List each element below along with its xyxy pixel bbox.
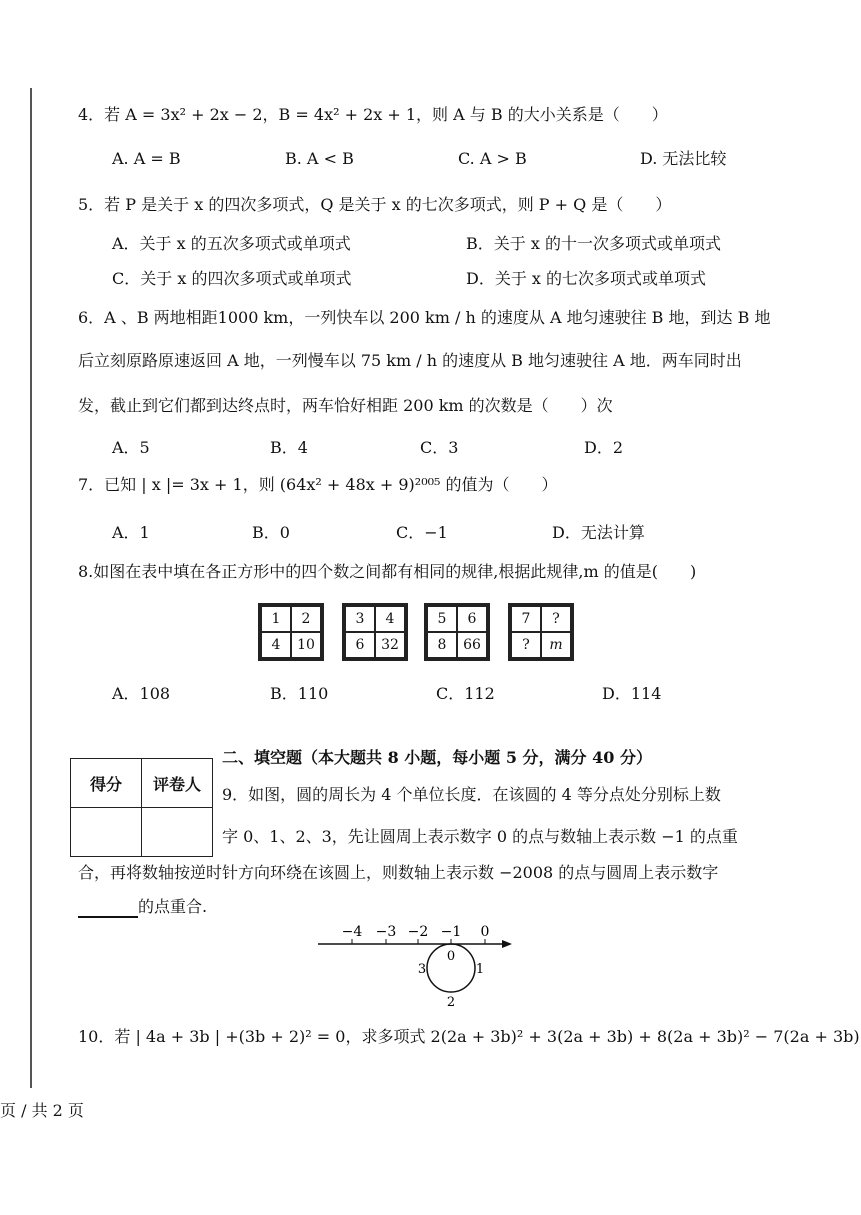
q6-option-a: A．5: [112, 438, 150, 457]
q6-option-b: B．4: [270, 438, 308, 457]
answer-blank: [78, 900, 138, 918]
arrow-head-icon: [502, 940, 512, 948]
grid-1-cell: 4: [262, 633, 290, 657]
grader-header: 评卷人: [142, 759, 213, 808]
q7-option-c: C．−1: [396, 523, 448, 542]
tick-label: −4: [341, 924, 363, 940]
q7-option-d: D．无法计算: [552, 523, 645, 542]
grid-1-cell: 1: [262, 607, 290, 631]
binding-margin-line: [30, 88, 32, 1088]
grid-4-cell: 7: [512, 607, 540, 631]
number-grid-4: [508, 603, 574, 661]
tick-label: −1: [440, 924, 462, 940]
page-footer: 页 / 共 2 页: [0, 1101, 84, 1120]
question-9-line-4: [78, 896, 207, 918]
q4-option-b: B. A < B: [285, 149, 354, 168]
circle-label-0: 0: [446, 949, 456, 964]
question-5-stem: 5．若 P 是关于 x 的四次多项式，Q 是关于 x 的七次多项式，则 P + Q 是（ ）: [78, 195, 672, 214]
score-header: 得分: [71, 759, 142, 808]
q8-option-a: A．108: [112, 684, 171, 703]
circle-label-2: 2: [446, 995, 456, 1010]
question-6-line-1: 6．A 、B 两地相距1000 km，一列快车以 200 km / h 的速度从 A 地匀速驶往 B 地，到达 B 地: [78, 308, 771, 327]
section-2-title: 二、填空题（本大题共 8 小题，每小题 5 分，满分 40 分）: [222, 748, 652, 767]
grid-2-cell: 3: [346, 607, 374, 631]
question-4-stem: 4．若 A = 3x² + 2x − 2，B = 4x² + 2x + 1，则 A 与 B 的大小关系是（ ）: [78, 105, 668, 124]
question-9-line-1: 9．如图，圆的周长为 4 个单位长度．在该圆的 4 等分点处分别标上数: [222, 785, 721, 804]
circle-label-1: 1: [475, 962, 485, 977]
q5-option-c: C．关于 x 的四次多项式或单项式: [112, 269, 352, 288]
question-8-stem: 8.如图在表中填在各正方形中的四个数之间都有相同的规律,根据此规律,m 的值是( ): [78, 562, 697, 581]
question-6-line-2: 后立刻原路原速返回 A 地，一列慢车以 75 km / h 的速度从 B 地匀速驶往 A 地．两车同时出: [78, 351, 742, 370]
score-table: [70, 758, 213, 857]
q8-option-d: D．114: [602, 684, 662, 703]
grid-2-cell: 32: [376, 633, 404, 657]
tick-label: −2: [407, 924, 429, 940]
q7-option-b: B．0: [252, 523, 290, 542]
circle-label-3: 3: [417, 962, 427, 977]
q8-option-c: C．112: [436, 684, 495, 703]
grid-2-cell: 4: [376, 607, 404, 631]
grid-3-cell: 5: [428, 607, 456, 631]
grid-3-cell: 8: [428, 633, 456, 657]
number-line-circle-diagram: [310, 920, 520, 1010]
q5-option-d: D．关于 x 的七次多项式或单项式: [466, 269, 707, 288]
grid-3-cell: 6: [458, 607, 486, 631]
grid-1-cell: 2: [292, 607, 320, 631]
grid-4-cell: m: [542, 633, 570, 657]
q7-option-a: A．1: [112, 523, 150, 542]
q5-option-b: B．关于 x 的十一次多项式或单项式: [466, 234, 721, 253]
grid-2-cell: 6: [346, 633, 374, 657]
number-grid-3: [424, 603, 490, 661]
q8-option-b: B．110: [270, 684, 329, 703]
number-grid-1: [258, 603, 324, 661]
grid-4-cell: ?: [542, 607, 570, 631]
grid-3-cell: 66: [458, 633, 486, 657]
tick-label: 0: [480, 924, 490, 940]
question-9-tail: 的点重合.: [138, 897, 208, 916]
tick-label: −3: [375, 924, 397, 940]
grader-cell: [142, 808, 213, 857]
number-grid-2: [342, 603, 408, 661]
grid-1-cell: 10: [292, 633, 320, 657]
question-9-line-3: 合，再将数轴按逆时针方向环绕在该圆上，则数轴上表示数 −2008 的点与圆周上表示数字: [78, 863, 719, 882]
question-7-stem: 7．已知 | x |= 3x + 1，则 (64x² + 48x + 9)²⁰⁰⁵ 的值为（ ）: [78, 475, 558, 494]
question-6-line-3: 发，截止到它们都到达终点时，两车恰好相距 200 km 的次数是（ ）次: [78, 396, 613, 415]
q4-option-a: A. A = B: [112, 149, 181, 168]
q6-option-c: C．3: [420, 438, 459, 457]
question-9-line-2: 字 0、1、2、3，先让圆周上表示数字 0 的点与数轴上表示数 −1 的点重: [222, 827, 738, 846]
q5-option-a: A．关于 x 的五次多项式或单项式: [112, 234, 351, 253]
q4-option-c: C. A > B: [458, 149, 527, 168]
q6-option-d: D．2: [584, 438, 624, 457]
q4-option-d: D. 无法比较: [640, 149, 727, 168]
score-cell: [71, 808, 142, 857]
grid-4-cell: ?: [512, 633, 540, 657]
question-10-stem: 10．若 | 4a + 3b | +(3b + 2)² = 0，求多项式 2(2a + 3b)² + 3(2a + 3b) + 8(2a + 3b)² − 7(2a + 3b): [78, 1027, 860, 1046]
